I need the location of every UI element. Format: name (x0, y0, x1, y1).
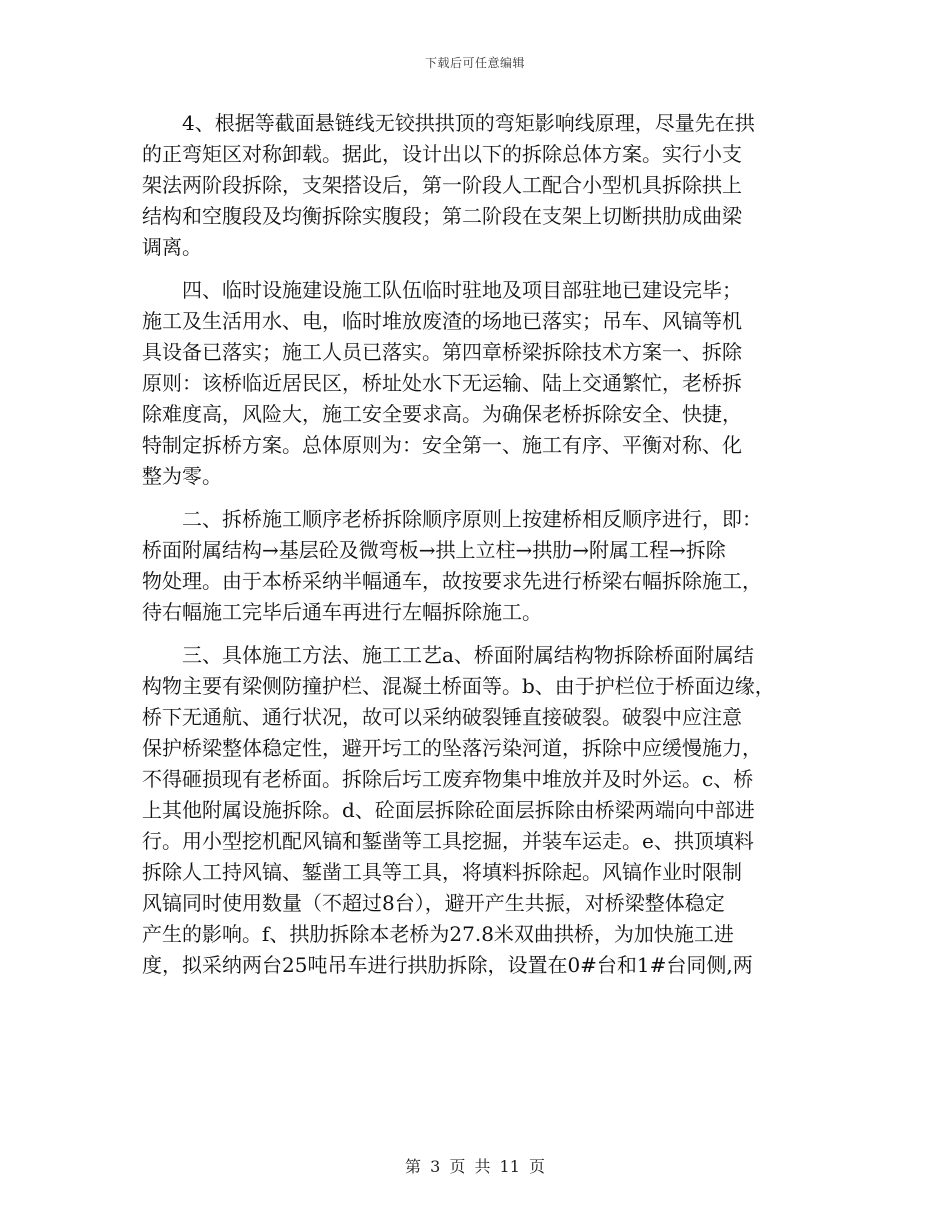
text-line: 产生的影响。f、拱肋拆除本老桥为27.8米双曲拱桥，为加快施工进 (142, 922, 734, 946)
text-line: 保护桥梁整体稳定性，避开圬工的坠落污染河道，拆除中应缓慢施力， (142, 736, 762, 760)
text-line: 桥面附属结构→基层砼及微弯板→拱上立柱→拱肋→附属工程→拆除 (142, 538, 726, 562)
paragraph-1 (142, 108, 814, 263)
text-line: 桥下无通航、通行状况，故可以采纳破裂锤直接破裂。破裂中应注意 (142, 705, 742, 729)
text-line: 施工及生活用水、电，临时堆放废渣的场地已落实；吊车、风镐等机 (142, 309, 742, 333)
text-line: 物处理。由于本桥采纳半幅通车，故按要求先进行桥梁右幅拆除施工， (142, 569, 762, 593)
text-line: 构物主要有梁侧防撞护栏、混凝土桥面等。b、由于护栏位于桥面边缘， (142, 674, 775, 698)
text-line: 原则：该桥临近居民区，桥址处水下无运输、陆上交通繁忙，老桥拆 (142, 371, 742, 395)
text-line: 特制定拆桥方案。总体原则为：安全第一、施工有序、平衡对称、化 (142, 433, 742, 457)
text-line: 调离。 (142, 235, 202, 259)
paragraph-gap (142, 628, 814, 640)
text-line: 的正弯矩区对称卸载。据此，设计出以下的拆除总体方案。实行小支 (142, 142, 742, 166)
document-body (142, 108, 814, 981)
paragraph-gap (142, 492, 814, 504)
text-line: 拆除人工持风镐、錾凿工具等工具，将填料拆除起。风镐作业时限制 (142, 860, 742, 884)
text-line: 行。用小型挖机配风镐和錾凿等工具挖掘，并装车运走。e、拱顶填料 (142, 829, 754, 853)
paragraph-2 (142, 275, 814, 492)
page-footer: 第 3 页 共 11 页 (405, 1157, 545, 1176)
text-line: 待右幅施工完毕后通车再进行左幅拆除施工。 (142, 600, 542, 624)
text-line: 架法两阶段拆除，支架搭设后，第一阶段人工配合小型机具拆除拱上 (142, 173, 742, 197)
text-line: 除难度高，风险大，施工安全要求高。为确保老桥拆除安全、快捷， (142, 402, 742, 426)
text-line: 结构和空腹段及均衡拆除实腹段；第二阶段在支架上切断拱肋成曲梁 (142, 204, 742, 228)
paragraph-3 (142, 504, 814, 628)
text-line: 不得砸损现有老桥面。拆除后圬工废弃物集中堆放并及时外运。c、桥 (142, 767, 754, 791)
text-line: 4、根据等截面悬链线无铰拱拱顶的弯矩影响线原理，尽量先在拱 (142, 111, 755, 135)
text-line: 二、拆桥施工顺序老桥拆除顺序原则上按建桥相反顺序进行，即： (142, 507, 762, 531)
text-line: 风镐同时使用数量（不超过8台），避开产生共振，对桥梁整体稳定 (142, 891, 725, 915)
text-line: 四、临时设施建设施工队伍临时驻地及项目部驻地已建设完毕； (142, 278, 742, 302)
paragraph-gap (142, 263, 814, 275)
text-line: 具设备已落实；施工人员已落实。第四章桥梁拆除技术方案一、拆除 (142, 340, 742, 364)
text-line: 三、具体施工方法、施工工艺a、桥面附属结构物拆除桥面附属结 (142, 643, 754, 667)
text-line: 度，拟采纳两台25吨吊车进行拱肋拆除，设置在0#台和1#台同侧,两 (142, 953, 753, 977)
text-line: 上其他附属设施拆除。d、砼面层拆除砼面层拆除由桥梁两端向中部进 (142, 798, 755, 822)
text-line: 整为零。 (142, 464, 222, 488)
page-header: 下载后可任意编辑 (424, 56, 525, 70)
paragraph-4 (142, 640, 814, 981)
